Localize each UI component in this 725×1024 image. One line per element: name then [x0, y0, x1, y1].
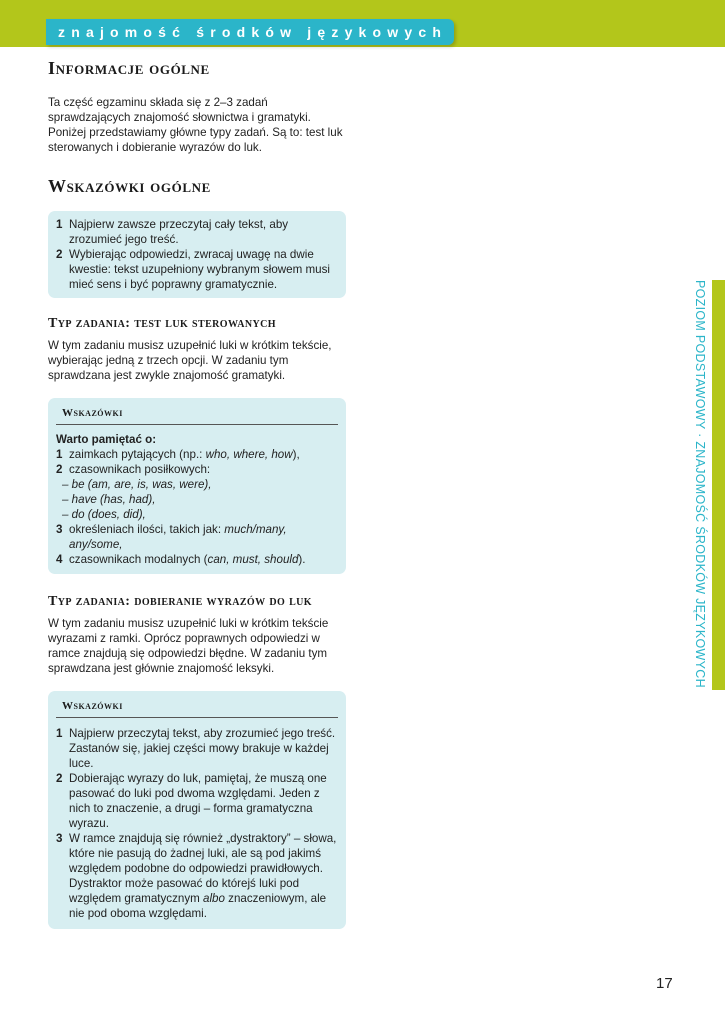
- test-luk-tips-list: [56, 447, 338, 477]
- test-luk-tips-list-cont: [56, 522, 338, 567]
- main-column: [48, 58, 346, 929]
- heading-test-luk: Typ zadania: test luk sterowanych: [48, 316, 276, 331]
- list-item: 1 zaimkach pytających (np.: who, where, how),: [56, 448, 300, 461]
- list-item: – do (does, did),: [62, 508, 146, 521]
- list-item: – have (has, had),: [62, 493, 156, 506]
- tips-box-title: Wskazówki: [56, 404, 338, 425]
- dobieranie-paragraph: W tym zadaniu musisz uzupełnić luki w krótkim tekście wyrazami z ramki. Oprócz poprawnych odpowiedzi w ramce znajdują się odpowiedzi błędne. W zadaniu tym sprawdzana jest głównie znajomość leksyki.: [48, 617, 329, 675]
- heading-informacje-ogolne: Informacje ogólne: [48, 58, 210, 78]
- tips-box-title: Wskazówki: [56, 697, 338, 718]
- list-item: 1 Najpierw przeczytaj tekst, aby zrozumieć jego treść. Zastanów się, jakiej części mowy brakuje w każdej luce.: [56, 727, 336, 770]
- side-running-label: POZIOM PODSTAWOWY · ZNAJOMOŚĆ ŚRODKÓW JĘZYKOWYCH: [693, 280, 707, 688]
- dobieranie-tips-box: [48, 691, 346, 929]
- list-item: 3 W ramce znajdują się również „dystraktory” – słowa, które nie pasują do żadnej luki, ale są pod jakimś względem podobne do odpowiedzi prawidłowych. Dystraktor może pasować do którejś luki pod względem gramatycznym albo znaczeniowym, ale nie pod oboma względami.: [56, 832, 337, 920]
- list-item: – be (am, are, is, was, were),: [62, 478, 212, 491]
- section-header-title: znajomość środków językowych: [58, 24, 448, 40]
- heading-dobieranie: Typ zadania: dobieranie wyrazów do luk: [48, 594, 312, 609]
- general-tips-box: [48, 211, 346, 298]
- page-number: 17: [656, 975, 673, 992]
- list-item: 3 określeniach ilości, takich jak: much/many, any/some,: [56, 523, 287, 551]
- heading-wskazowki-ogolne: Wskazówki ogólne: [48, 176, 211, 196]
- list-item: 2 Dobierając wyrazy do luk, pamiętaj, że muszą one pasować do luki pod dwoma względami. Jeden z nich to znaczenie, a drugi – forma gramatyczna wyrazu.: [56, 772, 327, 830]
- dobieranie-tips-list: [56, 726, 338, 921]
- auxiliary-verbs-sublist: [56, 477, 338, 522]
- test-luk-paragraph: W tym zadaniu musisz uzupełnić luki w krótkim tekście, wybierając jedną z trzech opcji. W zadaniu tym sprawdzana jest zwykle znajomość gramatyki.: [48, 339, 332, 382]
- general-tips-list: [56, 217, 338, 292]
- test-luk-tips-box: [48, 398, 346, 574]
- list-item: 1 Najpierw zawsze przeczytaj cały tekst, aby zrozumieć jego treść.: [56, 218, 289, 246]
- remember-label: Warto pamiętać o:: [56, 433, 157, 446]
- list-item: 2 Wybierając odpowiedzi, zwracaj uwagę na dwie kwestie: tekst uzupełniony wybranym słowem musi mieć sens i być poprawny gramatycznie.: [56, 248, 330, 291]
- side-accent-bar: [712, 280, 725, 690]
- list-item: 4 czasownikach modalnych (can, must, should).: [56, 553, 306, 566]
- section-header-tab: [46, 19, 454, 45]
- intro-paragraph: Ta część egzaminu składa się z 2–3 zadań sprawdzających znajomość słownictwa i gramatyki. Poniżej przedstawiamy główne typy zadań. Są to: test luk sterowanych i dobieranie wyrazów do luk.: [48, 96, 343, 154]
- list-item: 2 czasownikach posiłkowych:: [56, 463, 211, 476]
